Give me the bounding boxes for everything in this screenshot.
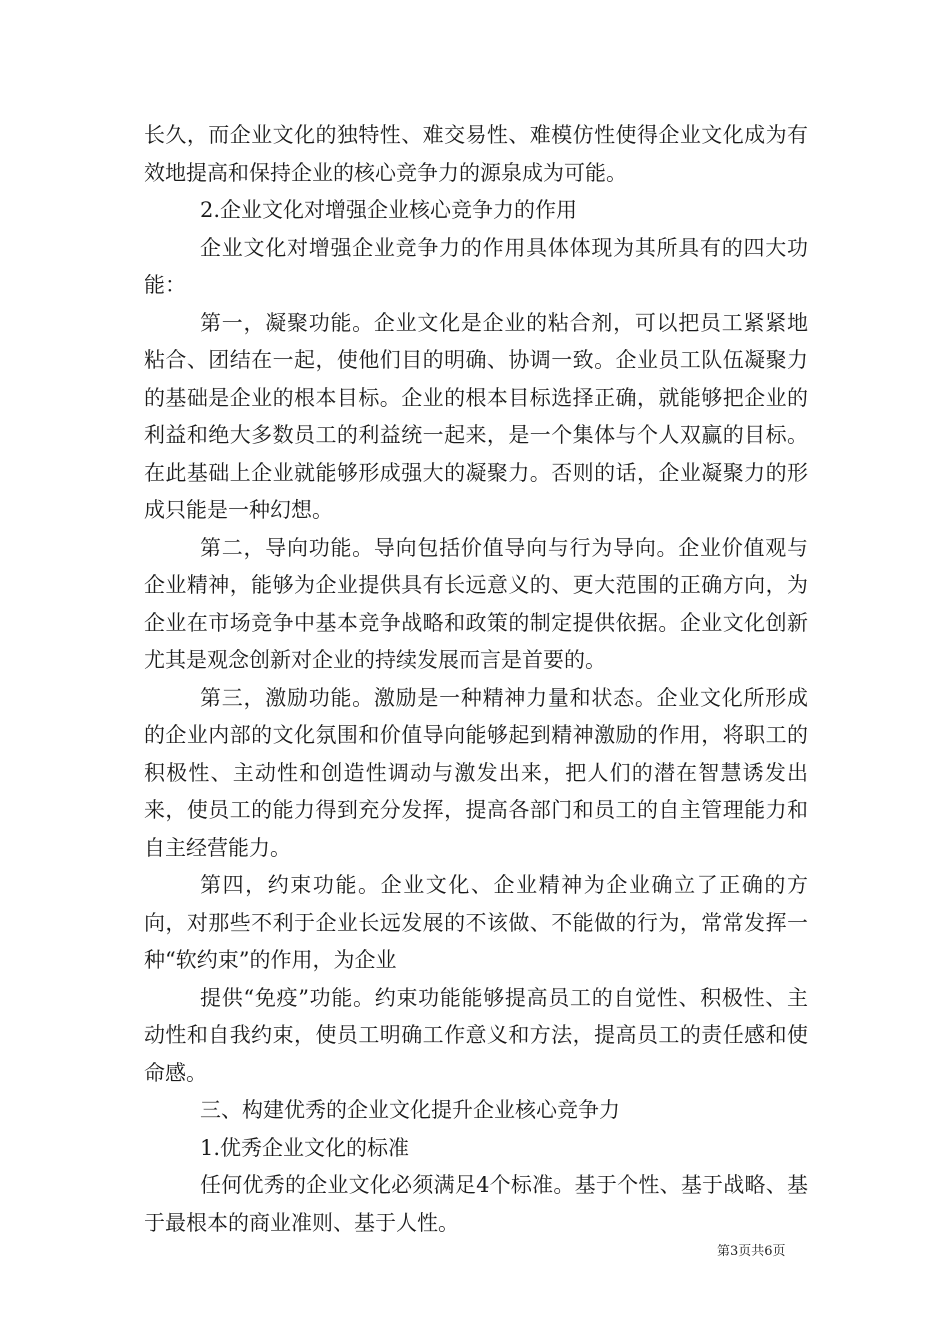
paragraph-incentive: 第三，激励功能。激励是一种精神力量和状态。企业文化所形成的企业内部的文化氛围和价值导向能够起到精神激励的作用，将职工的积极性、主动性和创造性调动与激发出来，把人们的潜在智慧诱发出来，使员工的能力得到充分发挥，提高各部门和员工的自主管理能力和自主经营能力。 (144, 685, 808, 860)
document-body (144, 117, 808, 1242)
section-heading-2: 2.企业文化对增强企业核心竞争力的作用 (200, 198, 578, 222)
paragraph-cohesion: 第一，凝聚功能。企业文化是企业的粘合剂，可以把员工紧紧地粘合、团结在一起，使他们目的明确、协调一致。企业员工队伍凝聚力的基础是企业的根本目标。企业的根本目标选择正确，就能够把企业的利益和绝大多数员工的利益统一起来，是一个集体与个人双赢的目标。在此基础上企业就能够形成强大的凝聚力。否则的话，企业凝聚力的形成只能是一种幻想。 (144, 310, 808, 522)
paragraph-3: 企业文化对增强企业竞争力的作用具体体现为其所具有的四大功能： (144, 235, 808, 297)
paragraph-standards: 任何优秀的企业文化必须满足4个标准。基于个性、基于战略、基于最根本的商业准则、基于人性。 (144, 1173, 808, 1235)
section-heading-3: 三、构建优秀的企业文化提升企业核心竞争力 (200, 1098, 620, 1122)
paragraph-guidance: 第二，导向功能。导向包括价值导向与行为导向。企业价值观与企业精神，能够为企业提供具有长远意义的、更大范围的正确方向，为企业在市场竞争中基本竞争战略和政策的制定提供依据。企业文化创新尤其是观念创新对企业的持续发展而言是首要的。 (144, 535, 808, 672)
paragraph-constraint: 第四，约束功能。企业文化、企业精神为企业确立了正确的方向，对那些不利于企业长远发展的不该做、不能做的行为，常常发挥一种“软约束”的作用，为企业 (144, 873, 808, 972)
subsection-heading-1: 1.优秀企业文化的标准 (200, 1135, 410, 1160)
paragraph-constraint-cont: 提供“免疫”功能。约束功能能够提高员工的自觉性、积极性、主动性和自我约束，使员工明确工作意义和方法，提高员工的责任感和使命感。 (144, 985, 808, 1085)
page-number: 第3页共6页 (717, 1244, 786, 1259)
paragraph-1: 长久，而企业文化的独特性、难交易性、难模仿性使得企业文化成为有效地提高和保持企业的核心竞争力的源泉成为可能。 (144, 123, 808, 185)
